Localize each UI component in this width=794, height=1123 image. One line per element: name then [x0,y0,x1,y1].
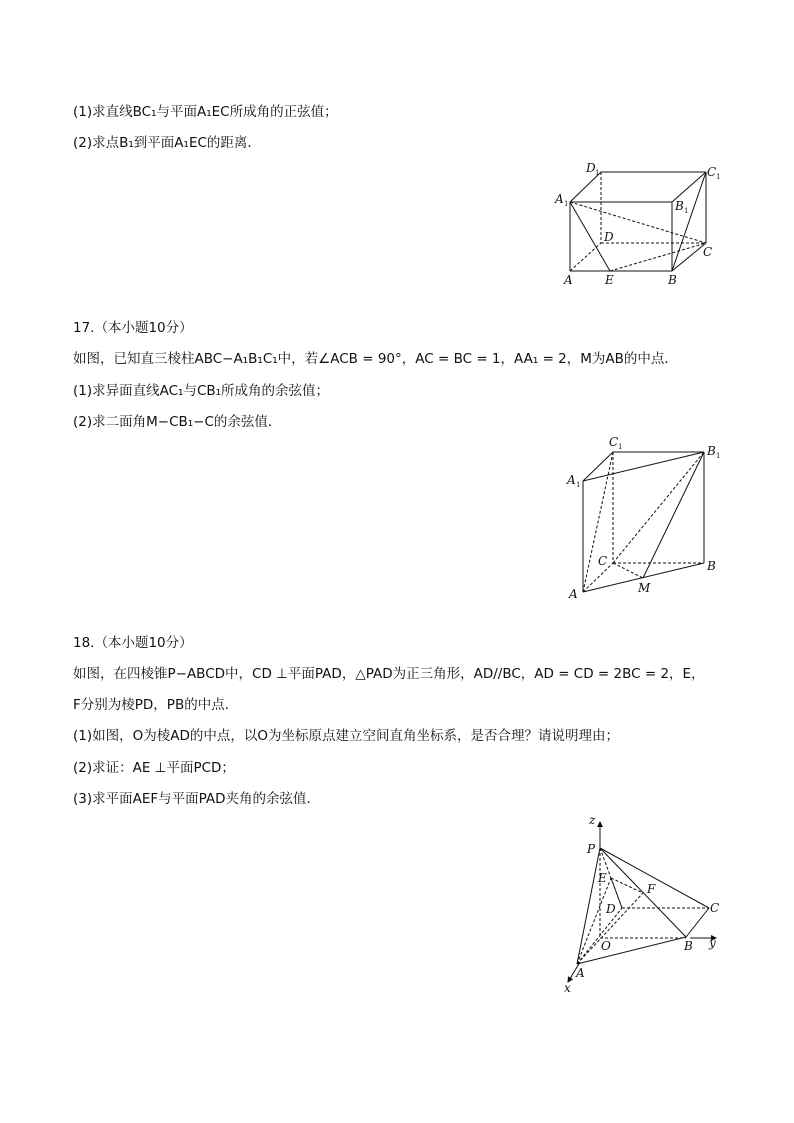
label-x: x [564,981,571,995]
label-D1: D [586,161,596,175]
q17-part2: (2)求二面角M−CB₁−C的余弦值． [73,414,282,430]
label-B: B [707,559,716,573]
figure-pyramid [555,810,730,995]
q18-part1: (1)如图，O为棱AD的中点，以O为坐标原点建立空间直角坐标系，是否合理？请说明理由； [73,728,620,744]
q17-part1: (1)求异面直线AC₁与CB₁所成角的余弦值； [73,383,330,399]
label-C: C [598,554,608,568]
label-D1-sub: 1 [595,169,600,177]
label-A1-sub: 1 [576,481,581,489]
label-A: A [576,966,585,980]
label-C: C [703,245,713,259]
q18-stem-line1: 如图，在四棱锥P−ABCD中，CD ⊥平面PAD，△PAD为正三角形，AD//BC，AD = CD = 2BC = 2，E， [73,666,705,682]
label-B1: B [675,199,684,213]
q16-part2: (2)求点B₁到平面A₁EC的距离． [73,135,261,151]
label-C1-sub: 1 [618,443,623,451]
label-C1: C [609,435,619,449]
label-C1: C [707,165,717,179]
label-B1-sub: 1 [684,207,689,215]
label-F: F [647,882,656,896]
q17-stem: 如图，已知直三棱柱ABC−A₁B₁C₁中，若∠ACB = 90°，AC = BC = 1，AA₁ = 2，M为AB的中点． [73,351,678,367]
label-A1: A [567,473,576,487]
label-P: P [587,842,596,856]
label-D: D [606,902,616,916]
label-E: E [598,871,607,885]
label-A1-sub: 1 [564,200,569,208]
label-A1: A [555,192,564,206]
label-B1: B [707,444,716,458]
label-B: B [668,273,677,287]
label-B: B [684,939,693,953]
label-z: z [589,813,596,827]
label-C: C [710,901,720,915]
q18-header: 18.（本小题10分） [73,635,193,651]
label-D: D [604,230,614,244]
figure-prism [548,155,728,290]
q16-part1: (1)求直线BC₁与平面A₁EC所成角的正弦值； [73,104,338,120]
q17-header: 17.（本小题10分） [73,320,193,336]
label-B1-sub: 1 [716,452,721,460]
label-C1-sub: 1 [716,173,721,181]
figure-triangular-prism [560,430,730,605]
q18-part3: (3)求平面AEF与平面PAD夹角的余弦值． [73,791,321,807]
label-A: A [569,587,578,601]
label-O: O [601,939,611,953]
label-y: y [709,936,716,950]
label-E: E [605,273,614,287]
label-M: M [638,581,651,595]
label-A: A [564,273,573,287]
q18-part2: (2)求证：AE ⊥平面PCD； [73,760,235,776]
q18-stem-line2: F分别为棱PD，PB的中点． [73,697,239,713]
